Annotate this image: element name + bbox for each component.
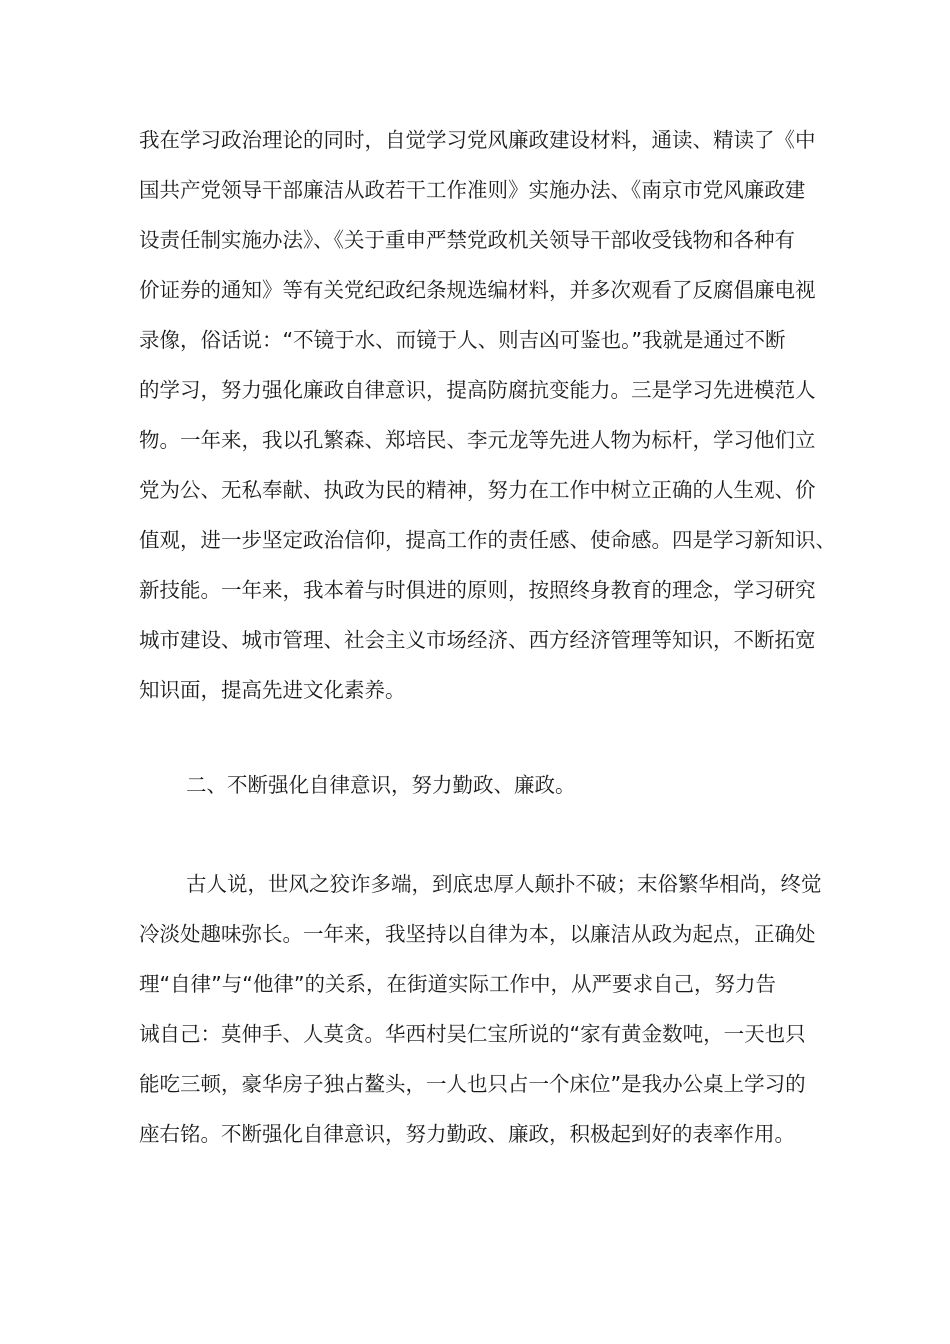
paragraph-line: 物。一年来，我以孔繁森、郑培民、李元龙等先进人物为标杆，学习他们立 [139, 428, 816, 452]
paragraph-line: 知识面，提高先进文化素养。 [139, 678, 406, 702]
paragraph-line: 能吃三顿，豪华房子独占鳌头，一人也只占一个床位”是我办公桌上学习的 [139, 1072, 806, 1096]
paragraph-line: 座右铭。不断强化自律意识，努力勤政、廉政，积极起到好的表率作用。 [139, 1122, 795, 1146]
paragraph-line: 录像，俗话说：“不镜于水、而镜于人、则吉凶可鉴也。”我就是通过不断 [139, 328, 786, 352]
paragraph-line: 设责任制实施办法》、《关于重申严禁党政机关领导干部收受钱物和各种有 [139, 228, 795, 252]
paragraph-line: 国共产党领导干部廉洁从政若干工作准则》实施办法、《南京市党风廉政建 [139, 178, 806, 202]
paragraph-line: 新技能。一年来，我本着与时俱进的原则，按照终身教育的理念，学习研究 [139, 578, 816, 602]
paragraph-line: 冷淡处趣味弥长。一年来，我坚持以自律为本，以廉洁从政为起点，正确处 [139, 922, 816, 946]
paragraph-line: 值观，进一步坚定政治信仰，提高工作的责任感、使命感。四是学习新知识、 [139, 528, 836, 552]
paragraph-line: 价证券的通知》等有关党纪政纪条规选编材料，并多次观看了反腐倡廉电视 [139, 278, 816, 302]
paragraph-line: 诫自己：莫伸手、人莫贪。华西村吴仁宝所说的“家有黄金数吨，一天也只 [139, 1022, 806, 1046]
paragraph-line: 党为公、无私奉献、执政为民的精神，努力在工作中树立正确的人生观、价 [139, 478, 816, 502]
paragraph-line: 古人说，世风之狡诈多端，到底忠厚人颠扑不破；末俗繁华相尚，终觉 [186, 872, 822, 896]
paragraph-line: 城市建设、城市管理、社会主义市场经济、西方经济管理等知识，不断拓宽 [139, 628, 816, 652]
paragraph-line: 我在学习政治理论的同时，自觉学习党风廉政建设材料，通读、精读了《中 [139, 128, 816, 152]
section-heading: 二、不断强化自律意识，努力勤政、廉政。 [186, 773, 576, 797]
paragraph-line: 的学习，努力强化廉政自律意识，提高防腐抗变能力。三是学习先进模范人 [139, 378, 816, 402]
paragraph-line: 理“自律”与“他律”的关系，在街道实际工作中，从严要求自己，努力告 [139, 972, 776, 996]
